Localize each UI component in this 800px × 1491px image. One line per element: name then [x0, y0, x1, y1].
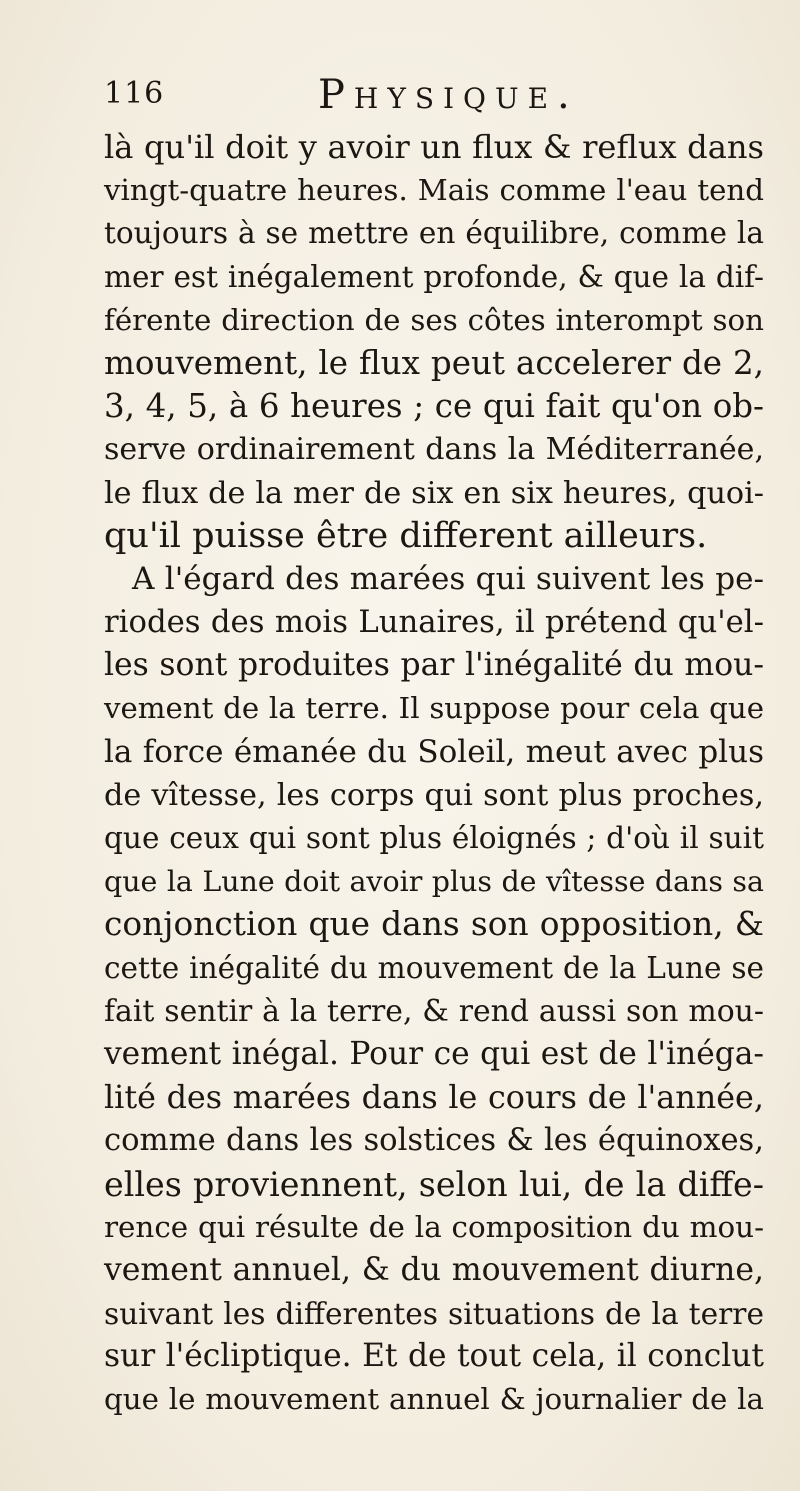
text-line: riodes des mois Lunaires, il prétend qu'el-: [104, 605, 764, 641]
text-line: de vîtesse, les corps qui sont plus proches,: [104, 777, 764, 813]
text-line: vingt-quatre heures. Mais comme l'eau tend: [104, 173, 764, 208]
page-header: [104, 72, 624, 122]
text-line: que le mouvement annuel & journalier de la: [104, 1382, 764, 1417]
text-line: que la Lune doit avoir plus de vîtesse dans sa: [104, 865, 764, 899]
text-line: suivant les differentes situations de la terre: [104, 1296, 764, 1332]
page-number: 116: [104, 76, 165, 111]
text-line: conjonction que dans son opposition, &: [104, 905, 764, 944]
running-title: Physique.: [318, 72, 579, 118]
text-line: rence qui résulte de la composition du mou-: [104, 1209, 764, 1244]
text-line: mer est inégalement profonde, & que la dif-: [104, 259, 764, 294]
text-line: la force émanée du Soleil, meut avec plus: [104, 733, 764, 770]
text-line: elles proviennent, selon lui, de la diffe-: [104, 1164, 764, 1204]
text-line: fait sentir à la terre, & rend aussi son mou-: [104, 993, 764, 1029]
text-line: là qu'il doit y avoir un flux & reflux dans: [104, 128, 764, 166]
text-line: qu'il puisse être different ailleurs.: [104, 515, 708, 556]
text-line: que ceux qui sont plus éloignés ; d'où il suit: [104, 821, 764, 855]
text-line: vement inégal. Pour ce qui est de l'inéga-: [104, 1035, 764, 1072]
text-line: lité des marées dans le cours de l'année,: [104, 1078, 764, 1117]
text-line: toujours à se mettre en équilibre, comme la: [104, 216, 764, 251]
body-text: [104, 126, 764, 1422]
text-line: A l'égard des marées qui suivent les pe-: [132, 560, 764, 597]
text-line: férente direction de ses côtes interompt son: [104, 302, 764, 337]
text-line: vement de la terre. Il suppose pour cela que: [104, 691, 764, 726]
text-line: serve ordinairement dans la Méditerranée,: [104, 432, 764, 468]
text-line: sur l'écliptique. Et de tout cela, il conclut: [104, 1338, 764, 1375]
text-line: le flux de la mer de six en six heures, quoi-: [104, 475, 764, 511]
text-line: comme dans les solstices & les équinoxes,: [104, 1123, 764, 1159]
text-line: les sont produites par l'inégalité du mou-: [104, 647, 764, 684]
text-line: vement annuel, & du mouvement diurne,: [104, 1251, 764, 1288]
text-line: mouvement, le flux peut accelerer de 2,: [104, 343, 764, 382]
text-line: cette inégalité du mouvement de la Lune se: [104, 950, 764, 985]
text-line: 3, 4, 5, à 6 heures ; ce qui fait qu'on ob-: [104, 387, 764, 426]
